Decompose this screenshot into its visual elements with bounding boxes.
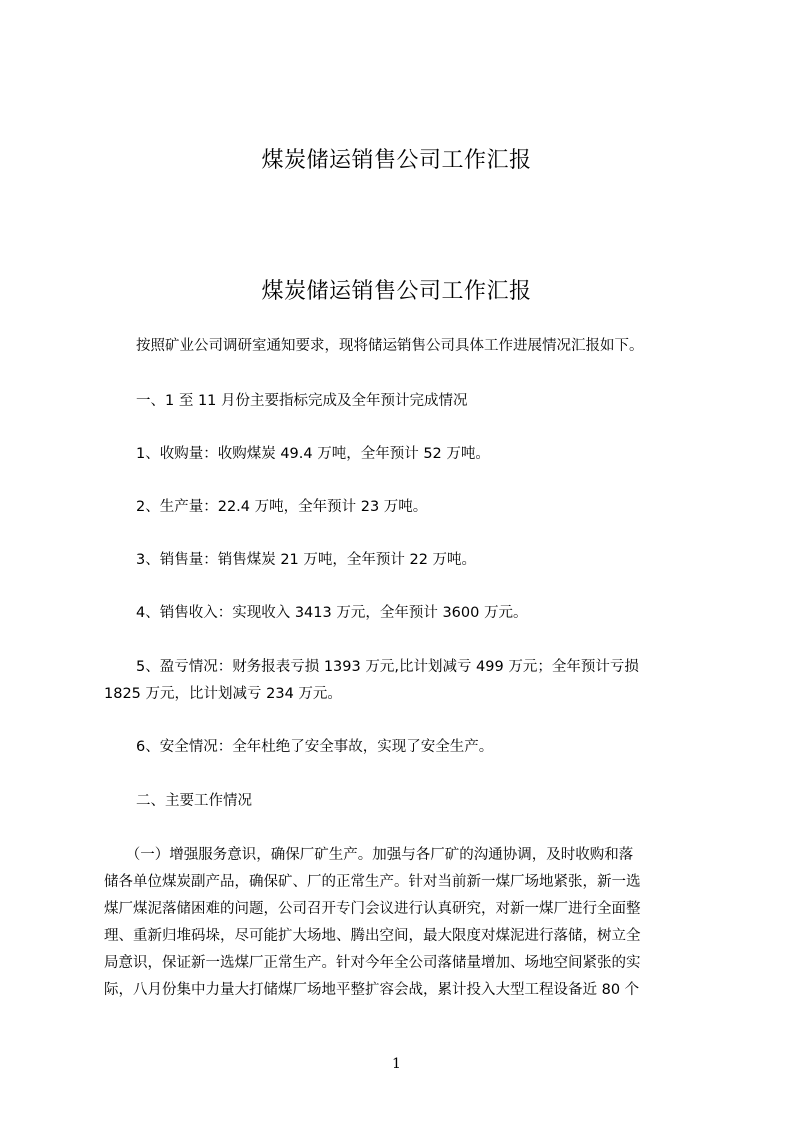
body-line: 煤厂煤泥落储困难的问题，公司召开专门会议进行认真研究，对新一煤厂进行全面整 — [104, 901, 641, 917]
body-line: 局意识，保证新一选煤厂正常生产。针对今年全公司落储量增加、场地空间紧张的实 — [104, 955, 641, 971]
document-title: 煤炭储运销售公司工作汇报 — [261, 279, 532, 304]
list-item: 3、销售量：销售煤炭 21 万吨，全年预计 22 万吨。 — [136, 552, 477, 568]
body-line: 储各单位煤炭副产品，确保矿、厂的正常生产。针对当前新一煤厂场地紧张，新一选 — [104, 874, 641, 890]
list-item: 1、收购量：收购煤炭 49.4 万吨，全年预计 52 万吨。 — [136, 446, 490, 462]
list-item: 6、安全情况：全年杜绝了安全事故，实现了安全生产。 — [136, 739, 494, 755]
header-title: 煤炭储运销售公司工作汇报 — [261, 148, 532, 173]
section-heading-2: 二、主要工作情况 — [136, 793, 252, 809]
list-item: 5、盈亏情况：财务报表亏损 1393 万元,比计划减亏 499 万元；全年预计亏损 — [136, 659, 639, 675]
body-line: （一）增强服务意识，确保厂矿生产。加强与各厂矿的沟通协调，及时收购和落 — [104, 847, 634, 863]
body-line: 际，八月份集中力量大打储煤厂场地平整扩容会战，累计投入大型工程设备近 80 个 — [104, 982, 640, 998]
intro-paragraph: 按照矿业公司调研室通知要求，现将储运销售公司具体工作进展情况汇报如下。 — [136, 338, 644, 354]
body-line: 理、重新归堆码垛，尽可能扩大场地、腾出空间，最大限度对煤泥进行落储，树立全 — [104, 928, 641, 944]
page-number: 1 — [392, 1056, 401, 1072]
list-item: 2、生产量：22.4 万吨，全年预计 23 万吨。 — [136, 499, 428, 515]
list-item-continuation: 1825 万元，比计划减亏 234 万元。 — [104, 686, 342, 702]
list-item: 4、销售收入：实现收入 3413 万元，全年预计 3600 万元。 — [136, 605, 528, 621]
section-heading-1: 一、1 至 11 月份主要指标完成及全年预计完成情况 — [136, 393, 468, 409]
